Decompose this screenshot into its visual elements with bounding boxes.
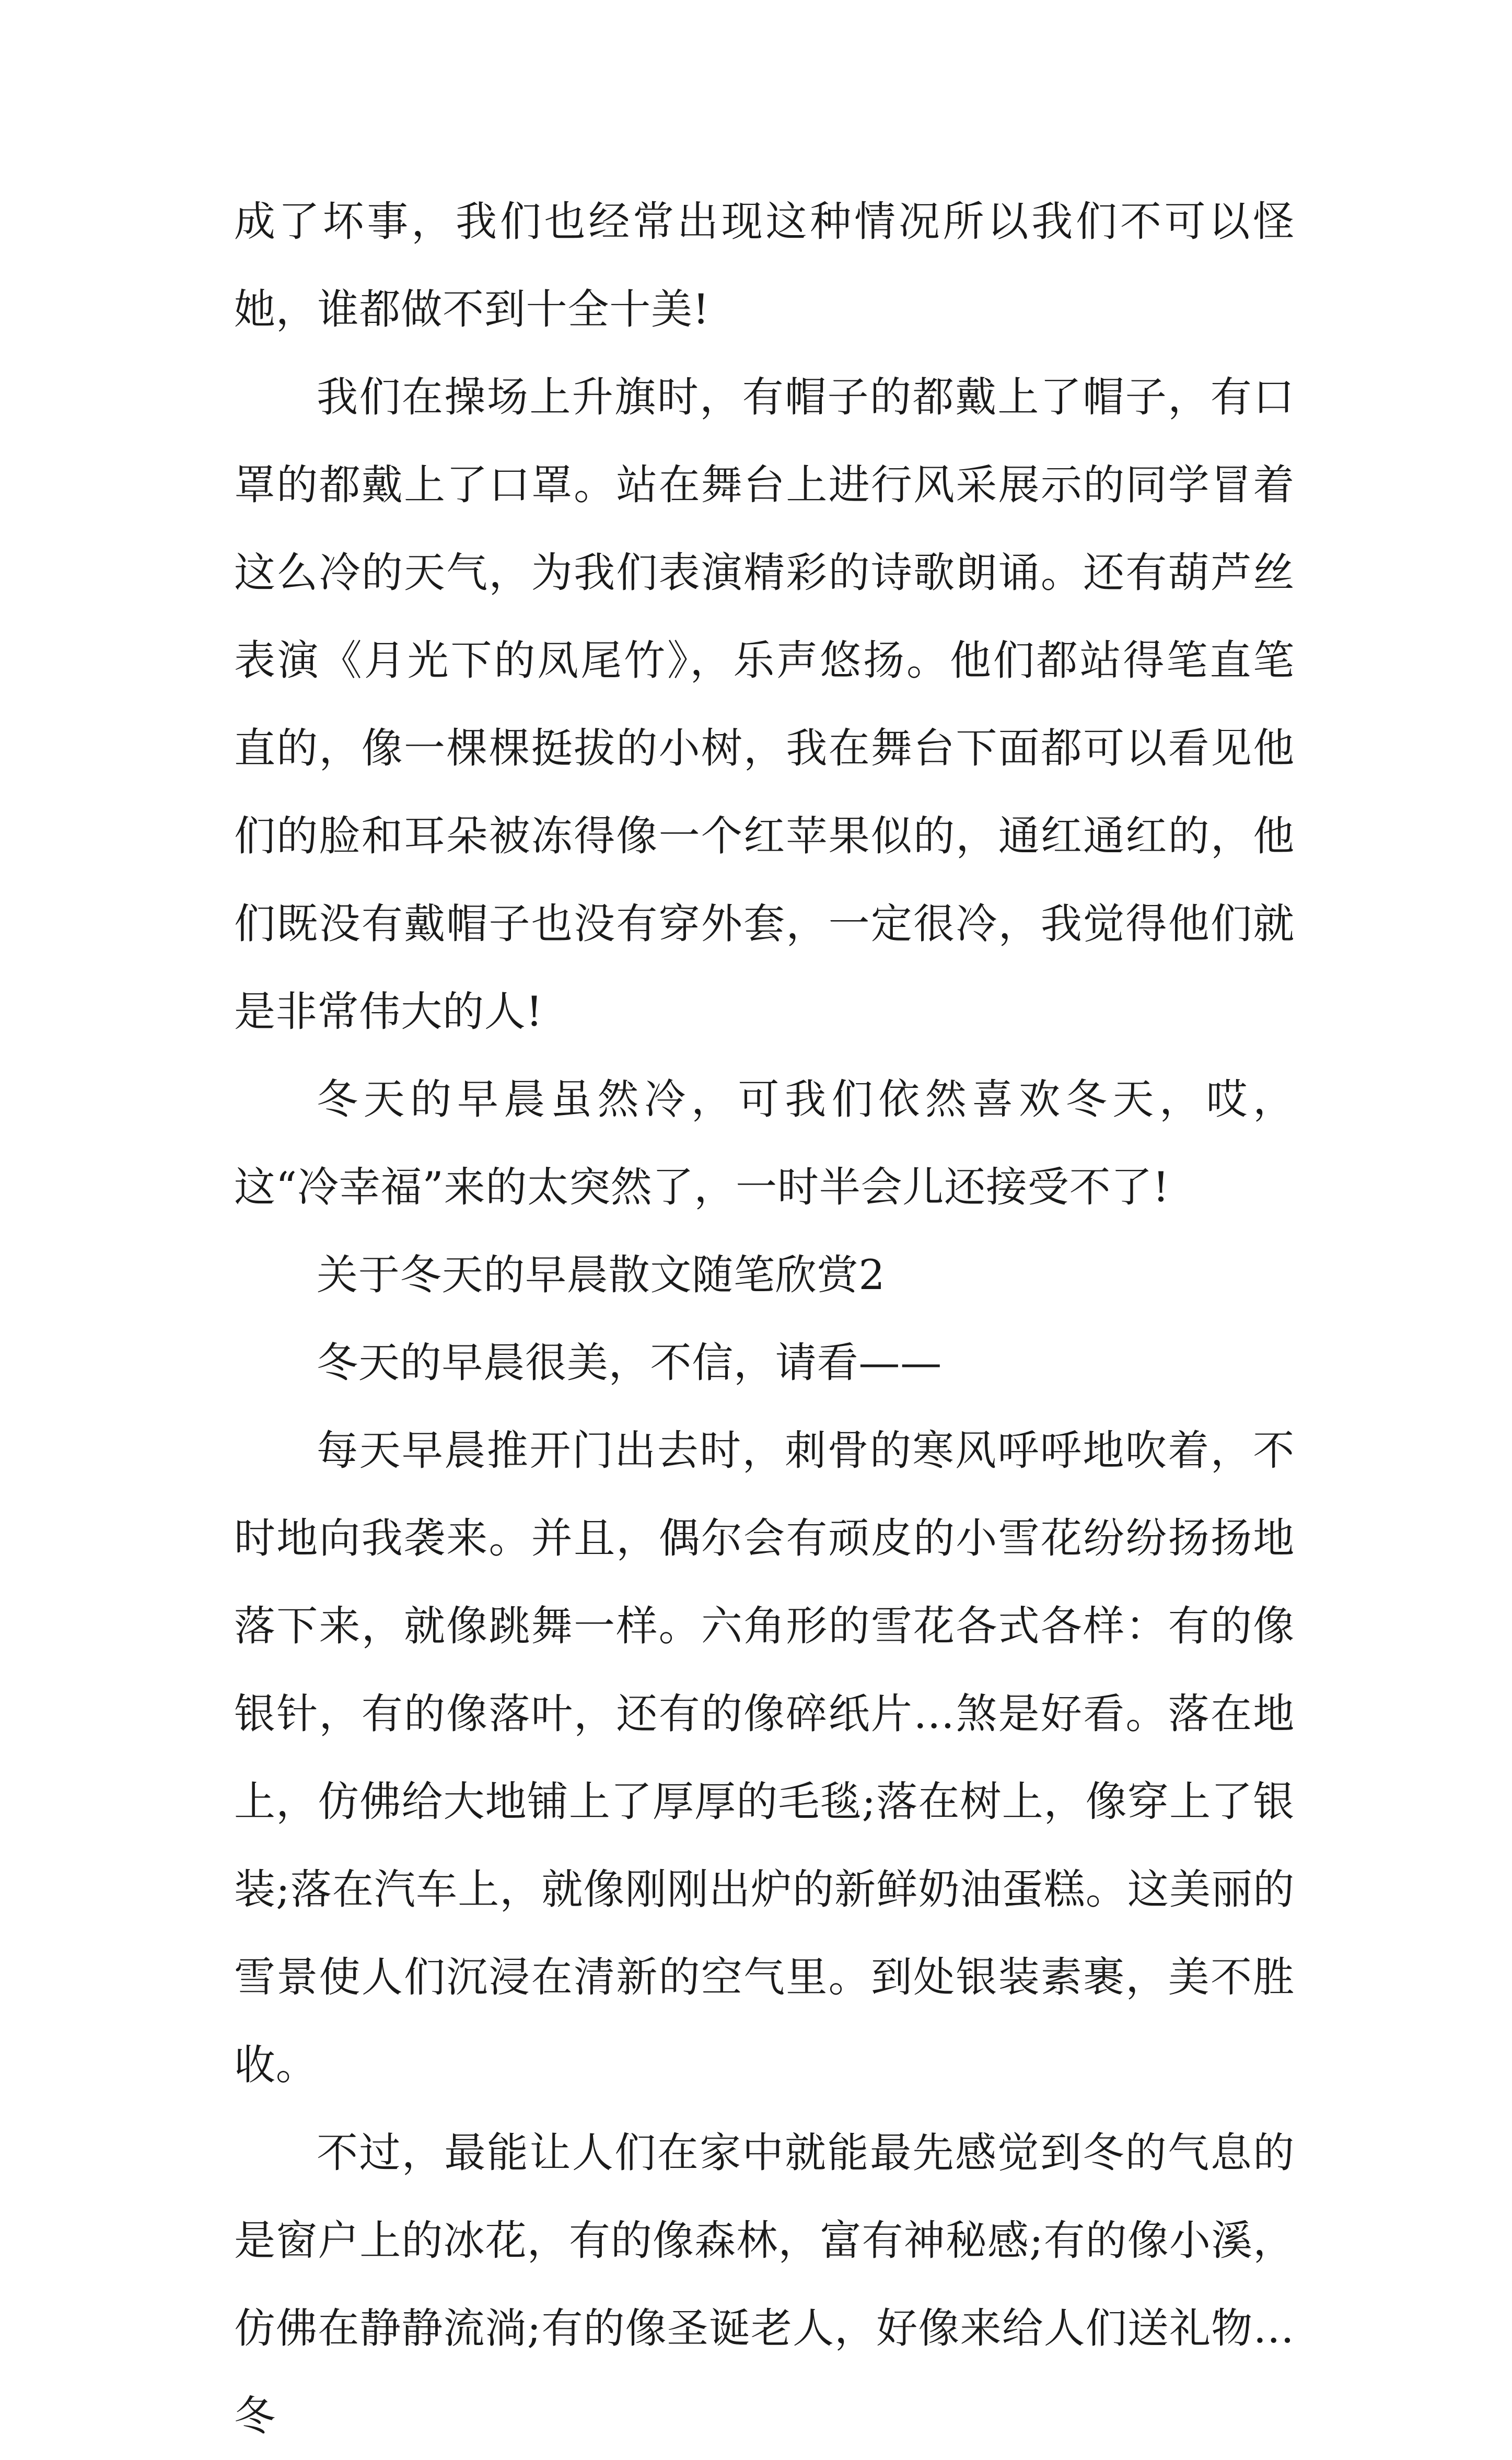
paragraph: 不过，最能让人们在家中就能最先感觉到冬的气息的是窗户上的冰花，有的像森林，富有神秘感;有的像小溪，仿佛在静静流淌;有的像圣诞老人，好像来给人们送礼物…冬: [234, 2129, 1295, 2440]
section-heading: 关于冬天的早晨散文随笔欣赏2: [317, 1251, 886, 1299]
paragraph: 冬天的早晨虽然冷，可我们依然喜欢冬天，哎，这“冷幸福”来的太突然了，一时半会儿还接受不了!: [234, 1075, 1295, 1211]
paragraph: 成了坏事，我们也经常出现这种情况所以我们不可以怪她，谁都做不到十全十美!: [234, 198, 1295, 333]
paragraph: 冬天的早晨很美，不信，请看——: [317, 1339, 942, 1387]
document-body: [234, 178, 1295, 2460]
paragraph: 每天早晨推开门出去时，刺骨的寒风呼呼地吹着，不时地向我袭来。并且，偶尔会有顽皮的小雪花纷纷扬扬地落下来，就像跳舞一样。六角形的雪花各式各样：有的像银针，有的像落叶，还有的像碎纸片…煞是好看。落在地上，仿佛给大地铺上了厚厚的毛毯;落在树上，像穿上了银装;落在汽车上，就像刚刚出炉的新鲜奶油蛋糕。这美丽的雪景使人们沉浸在清新的空气里。到处银装素裹，美不胜收。: [234, 1426, 1295, 2089]
paragraph: 我们在操场上升旗时，有帽子的都戴上了帽子，有口罩的都戴上了口罩。站在舞台上进行风采展示的同学冒着这么冷的天气，为我们表演精彩的诗歌朗诵。还有葫芦丝表演《月光下的凤尾竹》，乐声悠扬。他们都站得笔直笔直的，像一棵棵挺拔的小树，我在舞台下面都可以看见他们的脸和耳朵被冻得像一个红苹果似的，通红通红的，他们既没有戴帽子也没有穿外套，一定很冷，我觉得他们就是非常伟大的人!: [234, 373, 1295, 1036]
